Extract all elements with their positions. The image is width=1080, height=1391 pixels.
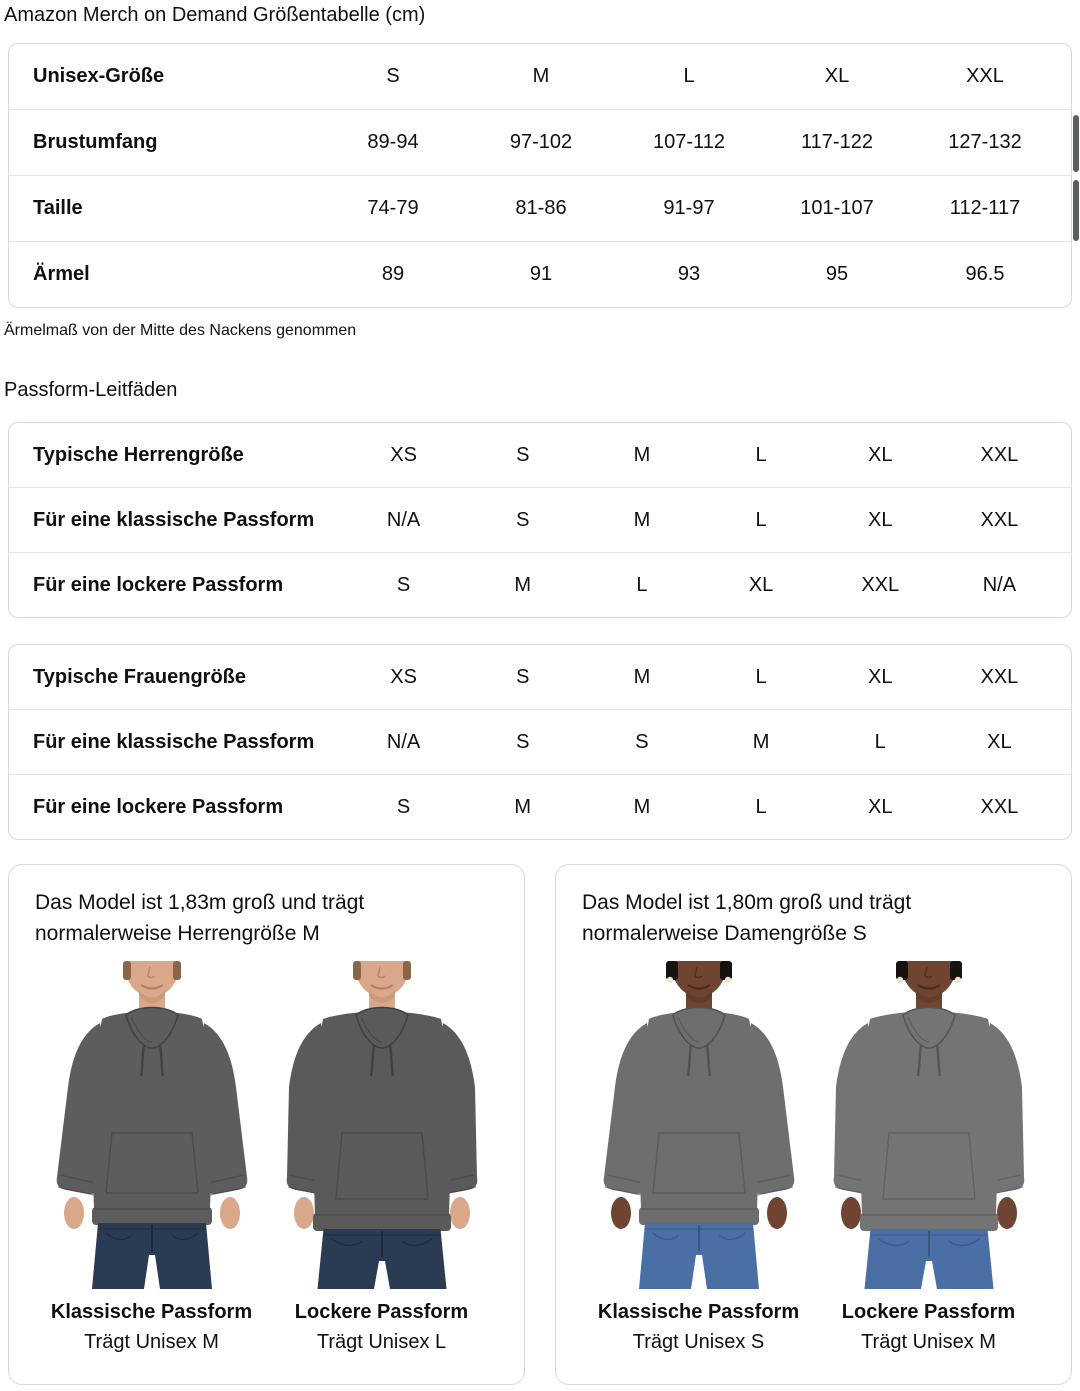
column-header: XL [868, 665, 893, 688]
cell-value: 81-86 [515, 197, 567, 219]
row-label: Für eine lockere Passform [33, 795, 284, 818]
cell-value: XXL [980, 508, 1019, 531]
fit-label: Lockere Passform [294, 1301, 469, 1324]
fit-figure [823, 961, 1035, 1354]
cell-value: 97-102 [509, 131, 573, 153]
fit-label: Lockere Passform [841, 1301, 1016, 1324]
row-label: Für eine klassische Passform [33, 730, 315, 753]
column-header: S [386, 65, 400, 87]
column-header: L [755, 443, 767, 466]
row-label: Für eine lockere Passform [33, 573, 284, 596]
mens-fit-table [8, 422, 1072, 618]
cell-value: M [633, 508, 651, 531]
fit-guides-title: Passform-Leitfäden [4, 379, 178, 401]
fit-figure [276, 961, 488, 1354]
column-header: M [633, 665, 651, 688]
male-classic-fit-photo [46, 961, 258, 1289]
table-row [9, 487, 1071, 552]
cell-value: 93 [677, 263, 701, 285]
figure-row [33, 961, 500, 1354]
column-header: XXL [966, 65, 1004, 87]
cell-value: 96.5 [965, 263, 1005, 285]
fit-figure [46, 961, 258, 1354]
size-label: Trägt Unisex M [84, 1331, 219, 1354]
cell-value: M [752, 730, 770, 753]
cell-value: 112-117 [949, 197, 1021, 219]
table-row [9, 709, 1071, 774]
cell-value: 91-97 [663, 197, 715, 219]
column-header: M [633, 443, 651, 466]
model-description: Das Model ist 1,80m groß und trägt normalerweise Damengröße S [582, 891, 912, 946]
table-row [9, 774, 1071, 839]
column-header: S [516, 665, 530, 688]
figure-row [580, 961, 1047, 1354]
cell-value: XL [868, 508, 893, 531]
cell-value: M [633, 795, 651, 818]
column-header: XS [390, 665, 417, 688]
cell-value: M [514, 795, 532, 818]
cell-value: XXL [980, 795, 1019, 818]
cell-value: S [516, 730, 530, 753]
scrollbar-thumb[interactable] [1073, 180, 1079, 241]
cell-value: S [396, 573, 411, 596]
male-loose-fit-photo [276, 961, 488, 1289]
size-label: Trägt Unisex S [632, 1331, 765, 1354]
column-header: M [532, 65, 550, 87]
row-label: Unisex-Größe [33, 65, 165, 87]
column-header: XL [824, 65, 850, 87]
cell-value: L [755, 795, 767, 818]
cell-value: S [635, 730, 649, 753]
row-label: Typische Frauengröße [33, 665, 247, 688]
column-header: L [755, 665, 767, 688]
fit-label: Klassische Passform [597, 1301, 800, 1324]
male-model-card [8, 864, 525, 1385]
unisex-size-table [8, 43, 1072, 308]
row-label: Für eine klassische Passform [33, 508, 315, 531]
model-cards-row [8, 864, 1072, 1385]
size-label: Trägt Unisex M [861, 1331, 996, 1354]
cell-value: 101-107 [800, 197, 874, 219]
cell-value: 89 [381, 263, 405, 285]
fit-figure [593, 961, 805, 1354]
page-title: Amazon Merch on Demand Größentabelle (cm) [4, 4, 426, 26]
cell-value: S [516, 508, 530, 531]
table-row [9, 241, 1071, 307]
cell-value: S [396, 795, 411, 818]
model-description: Das Model ist 1,83m groß und trägt normalerweise Herrengröße M [35, 891, 365, 946]
column-header: XXL [980, 443, 1019, 466]
cell-value: XL [748, 573, 774, 596]
row-label: Brustumfang [33, 131, 158, 153]
size-label: Trägt Unisex L [316, 1331, 447, 1354]
table-row [9, 175, 1071, 241]
cell-value: 89-94 [367, 131, 419, 153]
female-classic-fit-photo [593, 961, 805, 1289]
table-row [9, 552, 1071, 617]
column-header: XXL [980, 665, 1019, 688]
table-header-row [9, 645, 1071, 709]
cell-value: L [636, 573, 648, 596]
cell-value: N/A [386, 508, 421, 531]
cell-value: M [514, 573, 532, 596]
column-header: S [516, 443, 530, 466]
cell-value: 95 [825, 263, 849, 285]
fit-tables-container [0, 422, 1080, 840]
cell-value: 74-79 [367, 197, 419, 219]
column-header: XS [390, 443, 417, 466]
cell-value: N/A [386, 730, 421, 753]
row-label: Typische Herrengröße [33, 443, 244, 466]
female-model-card [555, 864, 1072, 1385]
table-header-row [9, 44, 1071, 109]
cell-value: L [874, 730, 886, 753]
cell-value: XXL [861, 573, 900, 596]
row-label: Ärmel [33, 263, 90, 285]
fit-label: Klassische Passform [50, 1301, 253, 1324]
table-row [9, 109, 1071, 175]
scrollbar-thumb[interactable] [1073, 115, 1079, 172]
womens-fit-table [8, 644, 1072, 840]
female-loose-fit-photo [823, 961, 1035, 1289]
cell-value: N/A [982, 573, 1017, 596]
cell-value: 117-122 [801, 131, 873, 153]
column-header: XL [868, 443, 893, 466]
cell-value: 91 [529, 263, 553, 285]
cell-value: L [755, 508, 767, 531]
table-header-row [9, 423, 1071, 487]
row-label: Taille [33, 197, 83, 219]
cell-value: XL [987, 730, 1012, 753]
cell-value: 127-132 [948, 131, 1022, 153]
cell-value: XL [868, 795, 893, 818]
column-header: L [683, 65, 695, 87]
cell-value: 107-112 [653, 131, 725, 153]
sleeve-measurement-note: Ärmelmaß von der Mitte des Nackens genommen [4, 322, 357, 339]
